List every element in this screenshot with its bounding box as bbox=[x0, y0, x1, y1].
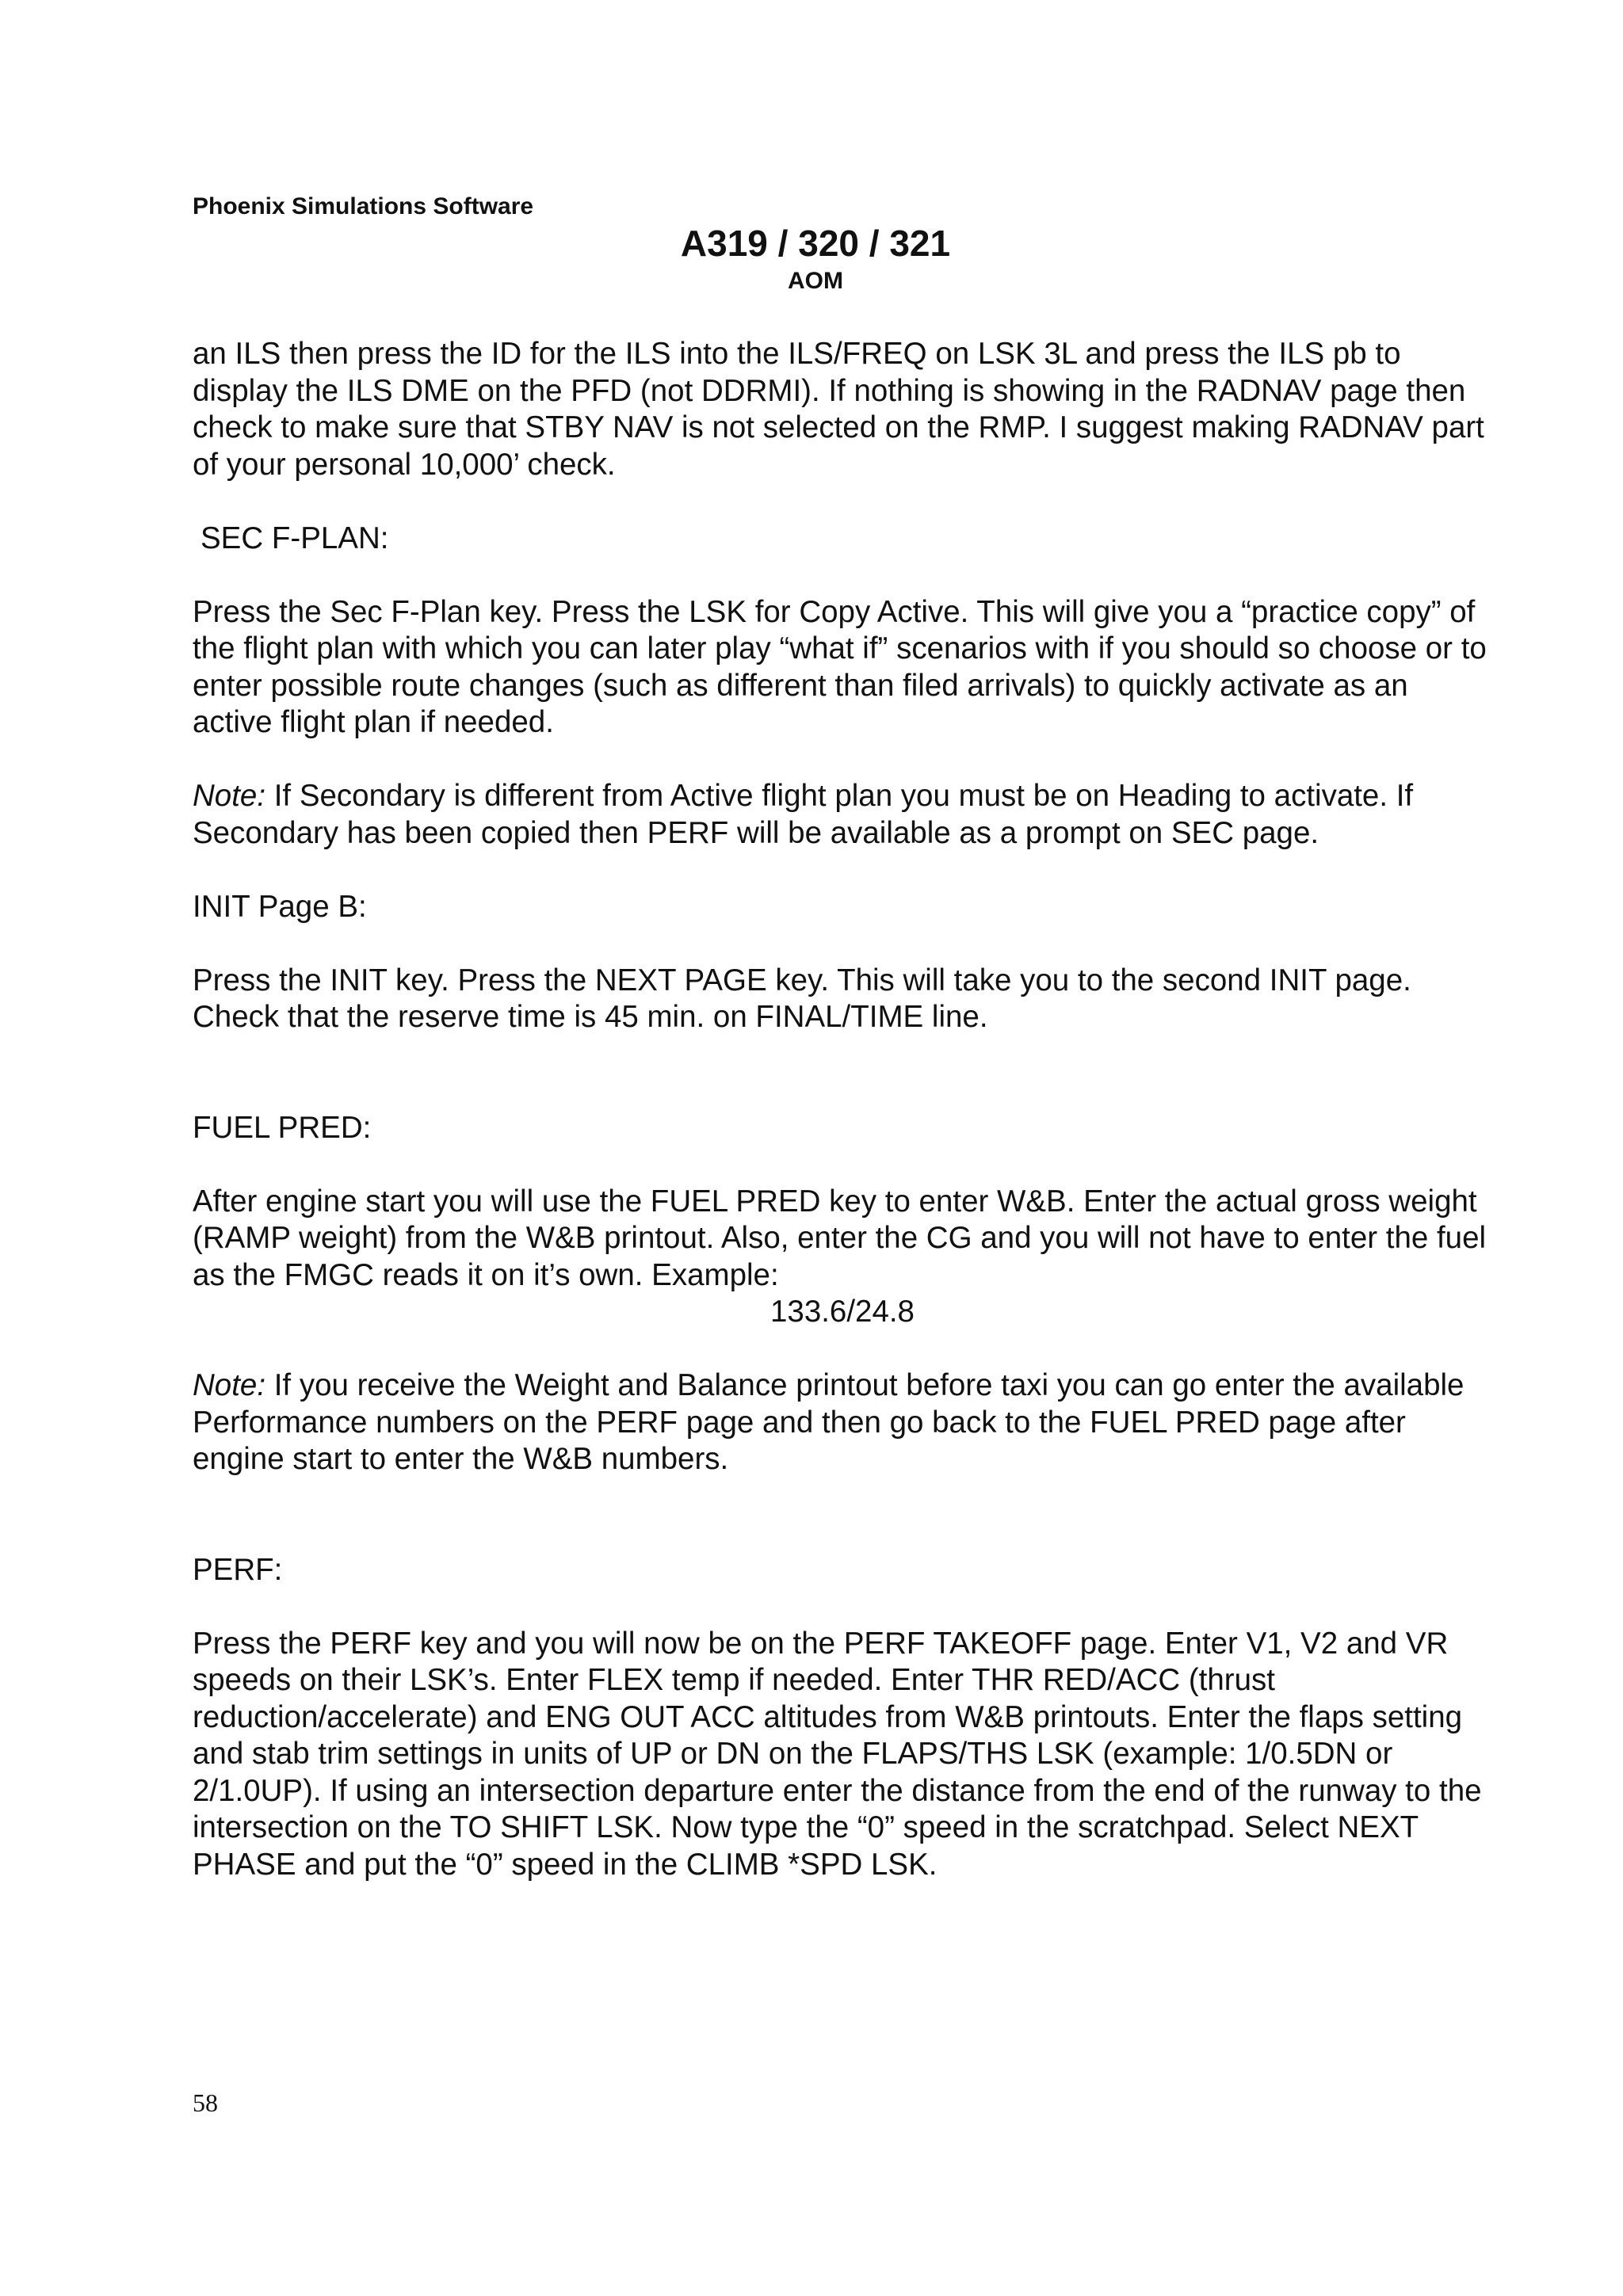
note-fuel bbox=[193, 1367, 1492, 1478]
paragraph-sec-fplan: Press the Sec F-Plan key. Press the LSK for Copy Active. This will give you a “practice copy” of the flight plan with which you can later play “what if” scenarios with if you should so choose or to enter possible route changes (such as different than filed arrivals) to quickly activate as an active flight plan if needed. bbox=[193, 594, 1487, 739]
document-subtitle: AOM bbox=[788, 268, 843, 294]
paragraph-perf: Press the PERF key and you will now be on the PERF TAKEOFF page. Enter V1, V2 and VR speeds on their LSK’s. Enter FLEX temp if needed. Enter THR RED/ACC (thrust reduction/accelerate) and ENG OUT ACC altitudes from W&B printouts. Enter the flaps setting and stab trim settings in units of UP or DN on the FLAPS/THS LSK (example: 1/0.5DN or 2/1.0UP). If using an intersection departure enter the distance from the end of the runway to the intersection on the TO SHIFT LSK. Now type the “0” speed in the scratchpad. Select NEXT PHASE and put the “0” speed in the CLIMB *SPD LSK. bbox=[193, 1626, 1482, 1882]
page-number: 58 bbox=[193, 2088, 218, 2117]
heading-fuel-pred: FUEL PRED: bbox=[193, 1110, 372, 1145]
company-name: Phoenix Simulations Software bbox=[193, 193, 534, 219]
document-body bbox=[193, 336, 1492, 1883]
paragraph-init-b: Press the INIT key. Press the NEXT PAGE key. This will take you to the second INIT page. Check that the reserve time is 45 min. on FINAL/TIME line. bbox=[193, 963, 1411, 1034]
note-fuel-text: If you receive the Weight and Balance printout before taxi you can go enter the available Performance numbers on the PERF page and then go back to the FUEL PRED page after engine start to enter the W&B numbers. bbox=[193, 1368, 1465, 1476]
note-secondary-text: If Secondary is different from Active flight plan you must be on Heading to activate. If Secondary has been copied then PERF will be available as a prompt on SEC page. bbox=[193, 779, 1414, 850]
heading-sec-fplan: SEC F-PLAN: bbox=[200, 521, 389, 555]
note-label: Note: bbox=[193, 779, 266, 813]
note-label: Note: bbox=[193, 1368, 266, 1402]
paragraph-radnav: an ILS then press the ID for the ILS into the ILS/FREQ on LSK 3L and press the ILS pb to display the ILS DME on the PFD (not DDRMI). If nothing is showing in the RADNAV page then check to make sure that STBY NAV is not selected on the RMP. I suggest making RADNAV part of your personal 10,000’ check. bbox=[193, 337, 1484, 482]
example-value: 133.6/24.8 bbox=[770, 1295, 915, 1329]
document-title: A319 / 320 / 321 bbox=[680, 223, 951, 264]
heading-init-b: INIT Page B: bbox=[193, 889, 367, 924]
note-secondary bbox=[193, 778, 1492, 852]
heading-perf: PERF: bbox=[193, 1552, 283, 1587]
paragraph-fuel-pred: After engine start you will use the FUEL PRED key to enter W&B. Enter the actual gross weight (RAMP weight) from the W&B printout. Also, enter the CG and you will not have to enter the fuel as the FMGC reads it on it’s own. Example: bbox=[193, 1184, 1487, 1292]
